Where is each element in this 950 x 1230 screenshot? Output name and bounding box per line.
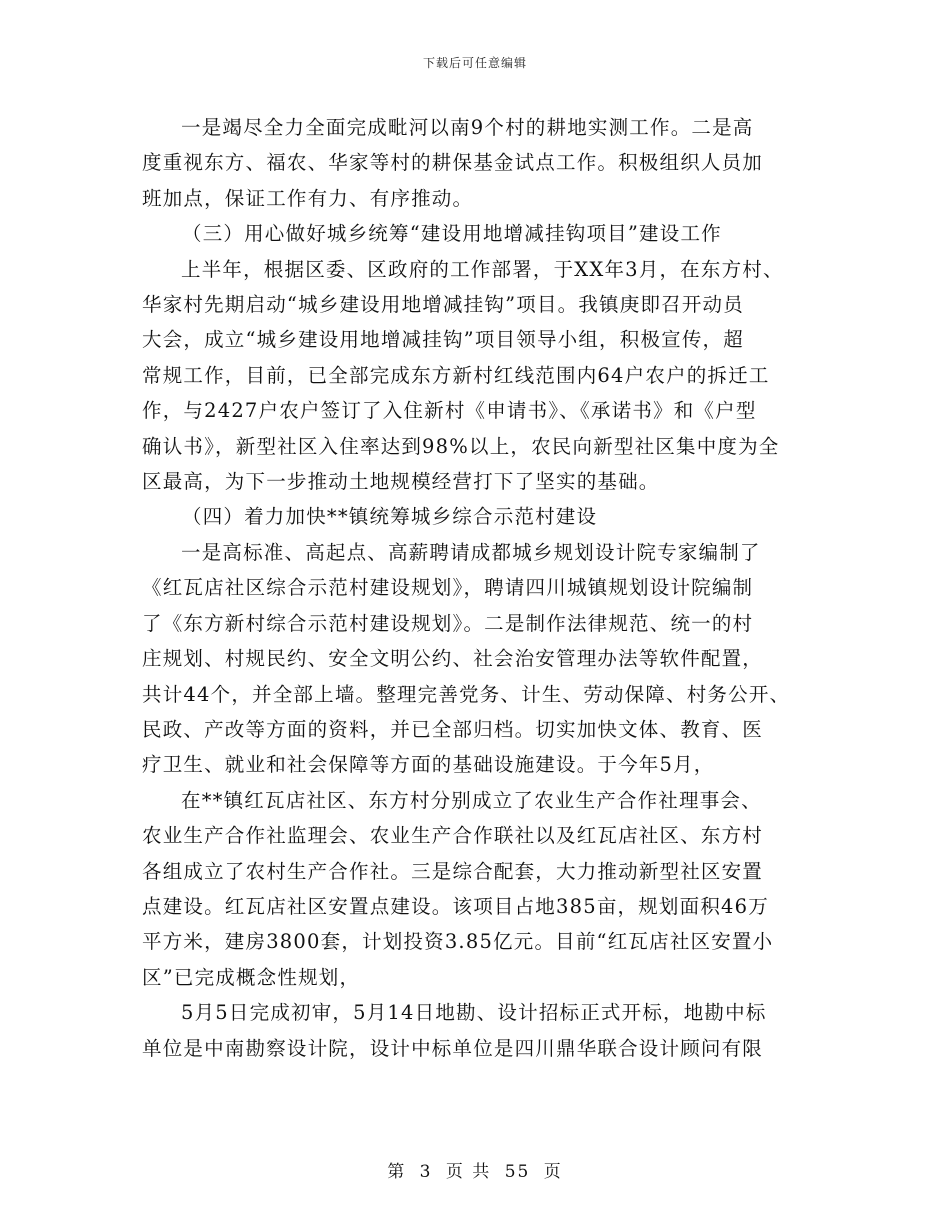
text-line: 上半年，根据区委、区政府的工作部署，于XX年3月，在东方村、	[181, 257, 784, 281]
text-line: 作，与2427户农户签订了入住新村《申请书》、《承诺书》和《户型	[142, 399, 757, 423]
text-line: 在**镇红瓦店社区、东方村分别成立了农业生产合作社理事会、	[181, 788, 762, 812]
text-line: 平方米，建房3800套，计划投资3.85亿元。目前“红瓦店社区安置小	[142, 930, 774, 954]
text-line: 区最高，为下一步推动土地规模经营打下了坚实的基础。	[142, 470, 660, 494]
paragraph-land-linkage	[142, 252, 810, 500]
section-heading-3	[142, 216, 810, 251]
text-line: 度重视东方、福农、华家等村的耕保基金试点工作。积极组织人员加	[142, 151, 764, 175]
paragraph-tillage-survey	[142, 110, 810, 216]
text-line: 大会，成立“城乡建设用地增减挂钩”项目领导小组，积极宣传，超	[142, 328, 744, 352]
text-line: 《红瓦店社区综合示范村建设规划》，聘请四川城镇规划设计院编制	[142, 576, 754, 600]
text-line: 常规工作，目前，已全部完成东方新村红线范围内64户农户的拆迁工	[142, 363, 770, 387]
text-line: 区”已完成概念性规划，	[142, 965, 361, 989]
text-line: 单位是中南勘察设计院，设计中标单位是四川鼎华联合设计顾问有限	[142, 1036, 764, 1060]
heading-text: （三）用心做好城乡统筹“建设用地增减挂钩项目”建设工作	[182, 222, 722, 246]
text-line: 确认书》，新型社区入住率达到98%以上，农民向新型社区集中度为全	[142, 434, 780, 458]
footer-current-page: 3	[419, 1162, 433, 1182]
text-line: 各组成立了农村生产合作社。三是综合配套，大力推动新型社区安置	[142, 859, 764, 883]
text-line: 农业生产合作社监理会、农业生产合作联社以及红瓦店社区、东方村	[142, 824, 764, 848]
text-line: 班加点，保证工作有力、有序推动。	[142, 186, 474, 210]
text-line: 了《东方新村综合示范村建设规划》。二是制作法律规范、统一的村	[142, 611, 754, 635]
text-line: 一是高标准、高起点、高薪聘请成都城乡规划设计院专家编制了	[181, 540, 761, 564]
text-line: 5月5日完成初审，5月14日地勘、设计招标正式开标，地勘中标	[181, 1001, 767, 1025]
footer-total-pages: 55	[504, 1162, 531, 1182]
text-line: 疗卫生、就业和社会保障等方面的基础设施建设。于今年5月，	[142, 753, 715, 777]
text-line: 庄规划、村规民约、安全文明公约、社会治安管理办法等软件配置，	[142, 647, 764, 671]
paragraph-demo-village-planning	[142, 535, 810, 783]
text-line: 华家村先期启动“城乡建设用地增减挂钩”项目。我镇庚即召开动员	[142, 293, 744, 317]
text-line: 点建设。红瓦店社区安置点建设。该项目占地385亩，规划面积46万	[142, 894, 769, 918]
section-heading-4	[142, 499, 810, 534]
heading-text: （四）着力加快**镇统筹城乡综合示范村建设	[182, 505, 598, 529]
text-line: 一是竭尽全力全面完成毗河以南9个村的耕地实测工作。二是高	[181, 116, 754, 139]
text-line: 民政、产改等方面的资料，并已全部归档。切实加快文体、教育、医	[142, 717, 764, 741]
footer-prefix: 第	[387, 1162, 407, 1182]
footer-suffix: 页	[543, 1162, 563, 1182]
paragraph-cooperatives	[142, 783, 810, 995]
text-line: 共计44个，并全部上墙。整理完善党务、计生、劳动保障、村务公开、	[142, 682, 791, 706]
document-body	[142, 110, 810, 1066]
paragraph-bidding	[142, 995, 810, 1066]
page-footer	[0, 1157, 950, 1182]
footer-middle: 页 共	[445, 1162, 492, 1182]
page-header: 下载后可任意编辑	[422, 56, 527, 70]
